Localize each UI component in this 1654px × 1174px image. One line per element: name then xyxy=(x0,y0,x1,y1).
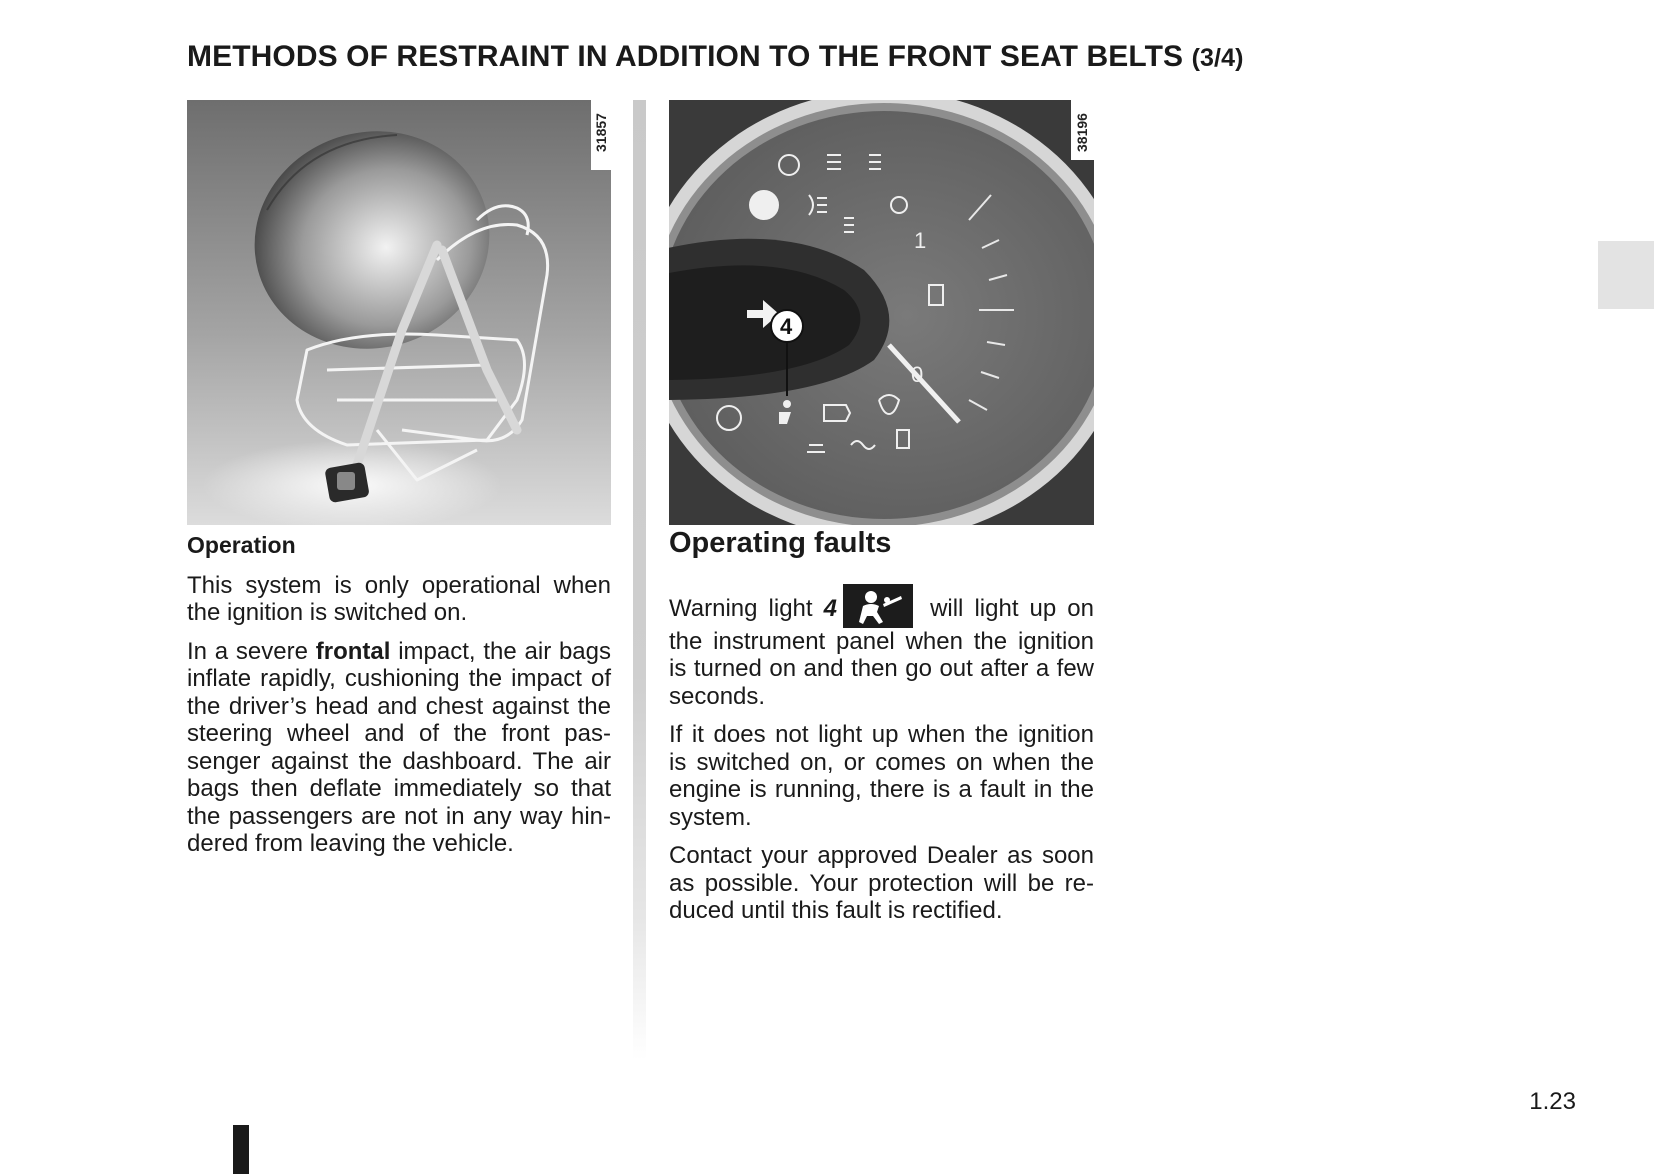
airbag-seat-figure xyxy=(187,100,611,525)
operation-subheading: Operation xyxy=(187,532,296,558)
instrument-panel-illustration xyxy=(669,100,1094,525)
callout-4-label: 4 xyxy=(780,314,793,339)
chapter-side-tab xyxy=(1598,241,1654,309)
airbag-seat-illustration xyxy=(187,100,611,525)
page-title-text: METHODS OF RESTRAINT IN ADDITION TO THE FRONT SEAT BELTS xyxy=(187,40,1184,73)
page-title xyxy=(187,40,1244,74)
operating-faults-heading: Operating faults xyxy=(669,527,892,559)
instrument-panel-figure xyxy=(669,100,1094,525)
page-number: 1.23 xyxy=(1529,1088,1576,1115)
faults-para-1: Warning light 4 will light up on the instrument panel when the ignition is turned on and then go out after a few seconds. xyxy=(669,584,1094,711)
column-divider xyxy=(633,100,646,1060)
page-title-suffix: (3/4) xyxy=(1191,44,1244,72)
airbag-warning-icon xyxy=(843,584,913,628)
faults-para-3: Contact your approved Dealer as soon as possible. Your protection will be reduced until this fault is rectified. xyxy=(669,842,1094,924)
right-text-column xyxy=(669,527,1095,936)
left-text-column xyxy=(187,532,611,869)
operation-para-2: In a severe frontal impact, the air bags inflate rapidly, cushioning the impact of the driver’s head and chest against the steering wheel and of the front passenger against the dashboard. The air bags then deflate immediately so that the passengers are not in any way hindered from leaving the vehicle. xyxy=(187,637,612,857)
dial-label-0: 0 xyxy=(911,362,924,387)
right-figure-ref: 38196 xyxy=(1074,113,1090,152)
frontal-emphasis: frontal xyxy=(315,637,391,665)
warning-light-ref: 4 xyxy=(823,594,837,622)
left-figure-ref: 31857 xyxy=(593,113,609,152)
bottom-margin-bar xyxy=(233,1125,249,1174)
dial-label-1: 1 xyxy=(914,228,927,253)
operation-para-1: This system is only operational when the ignition is switched on. xyxy=(187,571,611,626)
faults-para-2: If it does not light up when the ignition is switched on, or comes on when the engine is running, there is a fault in the system. xyxy=(669,721,1094,831)
